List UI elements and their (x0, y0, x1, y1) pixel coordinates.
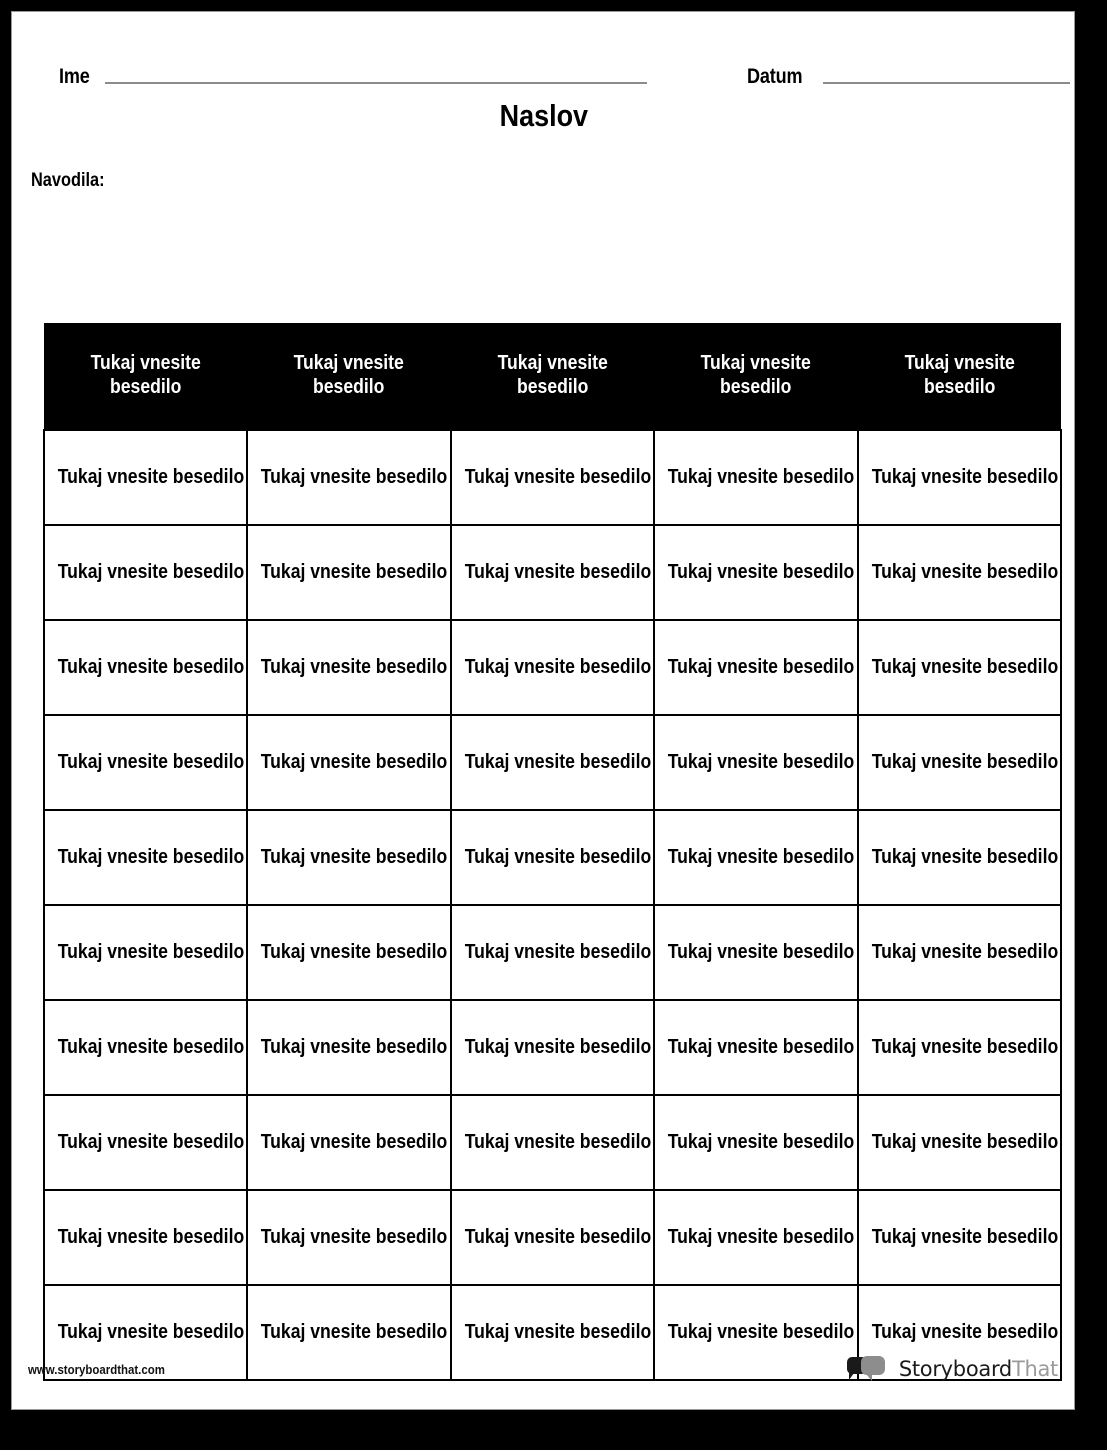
table-cell-text: Tukaj vnesite besedilo (57, 466, 245, 488)
table-cell[interactable] (44, 1190, 247, 1285)
table-cell[interactable] (654, 905, 857, 1000)
table-cell[interactable] (247, 905, 450, 1000)
table-cell[interactable] (247, 810, 450, 905)
table-header-cell[interactable] (858, 323, 1061, 430)
table-cell-text: Tukaj vnesite besedilo (667, 1226, 855, 1248)
table-cell[interactable] (451, 430, 654, 525)
table-cell-text: Tukaj vnesite besedilo (464, 941, 652, 963)
table-cell-text: Tukaj vnesite besedilo (57, 1226, 245, 1248)
worksheet-page (11, 11, 1075, 1410)
table-cell-text: Tukaj vnesite besedilo (464, 1321, 652, 1343)
table-cell-text: Tukaj vnesite besedilo (57, 656, 245, 678)
date-write-line[interactable] (823, 82, 1070, 84)
table-cell[interactable] (44, 620, 247, 715)
table-cell-text: Tukaj vnesite besedilo (57, 941, 245, 963)
footer-url[interactable]: www.storyboardthat.com (28, 1362, 165, 1377)
table-cell-text: Tukaj vnesite besedilo (57, 846, 245, 868)
speech-bubble-light-icon (861, 1356, 885, 1375)
table-row (44, 620, 1061, 715)
logo-word-storyboard: Storyboard (898, 1357, 1012, 1381)
table-cell-text: Tukaj vnesite besedilo (261, 561, 448, 583)
table-cell-text: Tukaj vnesite besedilo (261, 1226, 448, 1248)
table-cell[interactable] (451, 620, 654, 715)
table-cell-text: Tukaj vnesite besedilo (871, 1226, 1058, 1248)
table-header-cell-label: Tukaj vnesite besedilo (700, 352, 811, 398)
instructions-text[interactable] (31, 198, 1031, 258)
table-cell-text: Tukaj vnesite besedilo (871, 1321, 1058, 1343)
instructions-block (31, 170, 1031, 258)
table-body (44, 430, 1061, 1380)
table-cell-text: Tukaj vnesite besedilo (261, 1321, 448, 1343)
table-row (44, 715, 1061, 810)
table-cell[interactable] (858, 620, 1061, 715)
table-cell[interactable] (247, 1095, 450, 1190)
table-cell[interactable] (451, 525, 654, 620)
table-cell-text: Tukaj vnesite besedilo (667, 656, 855, 678)
logo-wordmark (899, 1357, 1058, 1381)
table-row (44, 525, 1061, 620)
table-cell[interactable] (654, 715, 857, 810)
name-field[interactable] (59, 50, 647, 90)
table-cell-text: Tukaj vnesite besedilo (871, 846, 1058, 868)
table-cell-text: Tukaj vnesite besedilo (57, 1036, 245, 1058)
table-cell[interactable] (858, 525, 1061, 620)
table-cell-text: Tukaj vnesite besedilo (261, 941, 448, 963)
table-cell[interactable] (654, 430, 857, 525)
table-cell-text: Tukaj vnesite besedilo (464, 1131, 652, 1153)
table-cell-text: Tukaj vnesite besedilo (871, 656, 1058, 678)
speech-bubbles-icon (847, 1355, 891, 1383)
logo-word-that: That (1011, 1357, 1058, 1381)
table-cell[interactable] (451, 1000, 654, 1095)
name-write-line[interactable] (105, 82, 647, 84)
table-cell[interactable] (44, 715, 247, 810)
table-cell-text: Tukaj vnesite besedilo (667, 466, 855, 488)
table-cell-text: Tukaj vnesite besedilo (871, 561, 1058, 583)
footer (12, 1351, 1075, 1409)
table-header-cell-label: Tukaj vnesite besedilo (90, 352, 201, 398)
table-cell[interactable] (858, 810, 1061, 905)
table-header-cell[interactable] (247, 323, 450, 430)
table-cell-text: Tukaj vnesite besedilo (261, 466, 448, 488)
table-cell[interactable] (451, 1190, 654, 1285)
table-cell[interactable] (44, 525, 247, 620)
table-cell-text: Tukaj vnesite besedilo (464, 751, 652, 773)
table-cell[interactable] (451, 810, 654, 905)
table-cell-text: Tukaj vnesite besedilo (261, 751, 448, 773)
table-cell-text: Tukaj vnesite besedilo (57, 1321, 245, 1343)
table-cell[interactable] (44, 1000, 247, 1095)
table-cell-text: Tukaj vnesite besedilo (464, 561, 652, 583)
table-cell[interactable] (654, 1000, 857, 1095)
table-cell[interactable] (858, 905, 1061, 1000)
table-cell-text: Tukaj vnesite besedilo (667, 751, 855, 773)
table-cell[interactable] (858, 1000, 1061, 1095)
table-cell[interactable] (654, 620, 857, 715)
table-row (44, 1190, 1061, 1285)
table-cell[interactable] (247, 1000, 450, 1095)
table-cell[interactable] (247, 525, 450, 620)
table-header-cell-label: Tukaj vnesite besedilo (497, 352, 608, 398)
table-cell-text: Tukaj vnesite besedilo (464, 1036, 652, 1058)
table-row (44, 905, 1061, 1000)
name-label: Ime (59, 65, 90, 88)
table-cell[interactable] (44, 810, 247, 905)
table-cell-text: Tukaj vnesite besedilo (871, 751, 1058, 773)
table-cell-text: Tukaj vnesite besedilo (667, 561, 855, 583)
table-cell-text: Tukaj vnesite besedilo (464, 656, 652, 678)
table-header-cell[interactable] (451, 323, 654, 430)
table-cell[interactable] (654, 1095, 857, 1190)
table-header-cell[interactable] (44, 323, 247, 430)
page-title[interactable] (12, 98, 1075, 134)
table-cell-text: Tukaj vnesite besedilo (667, 1036, 855, 1058)
table-cell[interactable] (44, 1095, 247, 1190)
table-row (44, 1095, 1061, 1190)
table-row (44, 1000, 1061, 1095)
table-cell-text: Tukaj vnesite besedilo (871, 1036, 1058, 1058)
table-cell-text: Tukaj vnesite besedilo (261, 846, 448, 868)
table-cell[interactable] (654, 810, 857, 905)
table-cell-text: Tukaj vnesite besedilo (667, 941, 855, 963)
table-cell-text: Tukaj vnesite besedilo (261, 656, 448, 678)
table-row (44, 430, 1061, 525)
table-cell[interactable] (451, 1095, 654, 1190)
table-cell[interactable] (451, 715, 654, 810)
date-field[interactable] (747, 50, 1070, 90)
table-cell-text: Tukaj vnesite besedilo (871, 466, 1058, 488)
table-cell[interactable] (247, 1190, 450, 1285)
page-title-text: Naslov (499, 98, 589, 133)
table-header (44, 323, 1061, 430)
table-cell[interactable] (858, 1095, 1061, 1190)
table-cell-text: Tukaj vnesite besedilo (464, 1226, 652, 1248)
table-header-cell-label: Tukaj vnesite besedilo (904, 352, 1015, 398)
table-header-cell[interactable] (654, 323, 857, 430)
table-cell-text: Tukaj vnesite besedilo (57, 1131, 245, 1153)
table-cell[interactable] (247, 620, 450, 715)
table-cell[interactable] (247, 715, 450, 810)
table-header-row (44, 323, 1061, 430)
table-cell[interactable] (858, 430, 1061, 525)
table-cell-text: Tukaj vnesite besedilo (261, 1131, 448, 1153)
table-cell-text: Tukaj vnesite besedilo (57, 751, 245, 773)
date-label: Datum (747, 65, 803, 88)
table-cell-text: Tukaj vnesite besedilo (667, 1131, 855, 1153)
table-header-cell-label: Tukaj vnesite besedilo (293, 352, 405, 398)
table-cell[interactable] (858, 1190, 1061, 1285)
table-cell[interactable] (858, 715, 1061, 810)
table-row (44, 810, 1061, 905)
table-cell-text: Tukaj vnesite besedilo (464, 466, 652, 488)
table-cell[interactable] (247, 430, 450, 525)
table-cell-text: Tukaj vnesite besedilo (57, 561, 245, 583)
table-cell-text: Tukaj vnesite besedilo (871, 1131, 1058, 1153)
table-cell[interactable] (44, 430, 247, 525)
storyboardthat-logo[interactable] (847, 1355, 1058, 1383)
table-cell[interactable] (654, 525, 857, 620)
table-cell-text: Tukaj vnesite besedilo (261, 1036, 448, 1058)
table-cell[interactable] (654, 1190, 857, 1285)
name-date-row (12, 50, 1075, 90)
worksheet-table (43, 323, 1062, 1381)
table-cell-text: Tukaj vnesite besedilo (464, 846, 652, 868)
table-cell-text: Tukaj vnesite besedilo (667, 1321, 855, 1343)
instructions-label: Navodila: (31, 170, 105, 191)
table-cell-text: Tukaj vnesite besedilo (667, 846, 855, 868)
table-cell[interactable] (44, 905, 247, 1000)
table-cell[interactable] (451, 905, 654, 1000)
table-cell-text: Tukaj vnesite besedilo (871, 941, 1058, 963)
